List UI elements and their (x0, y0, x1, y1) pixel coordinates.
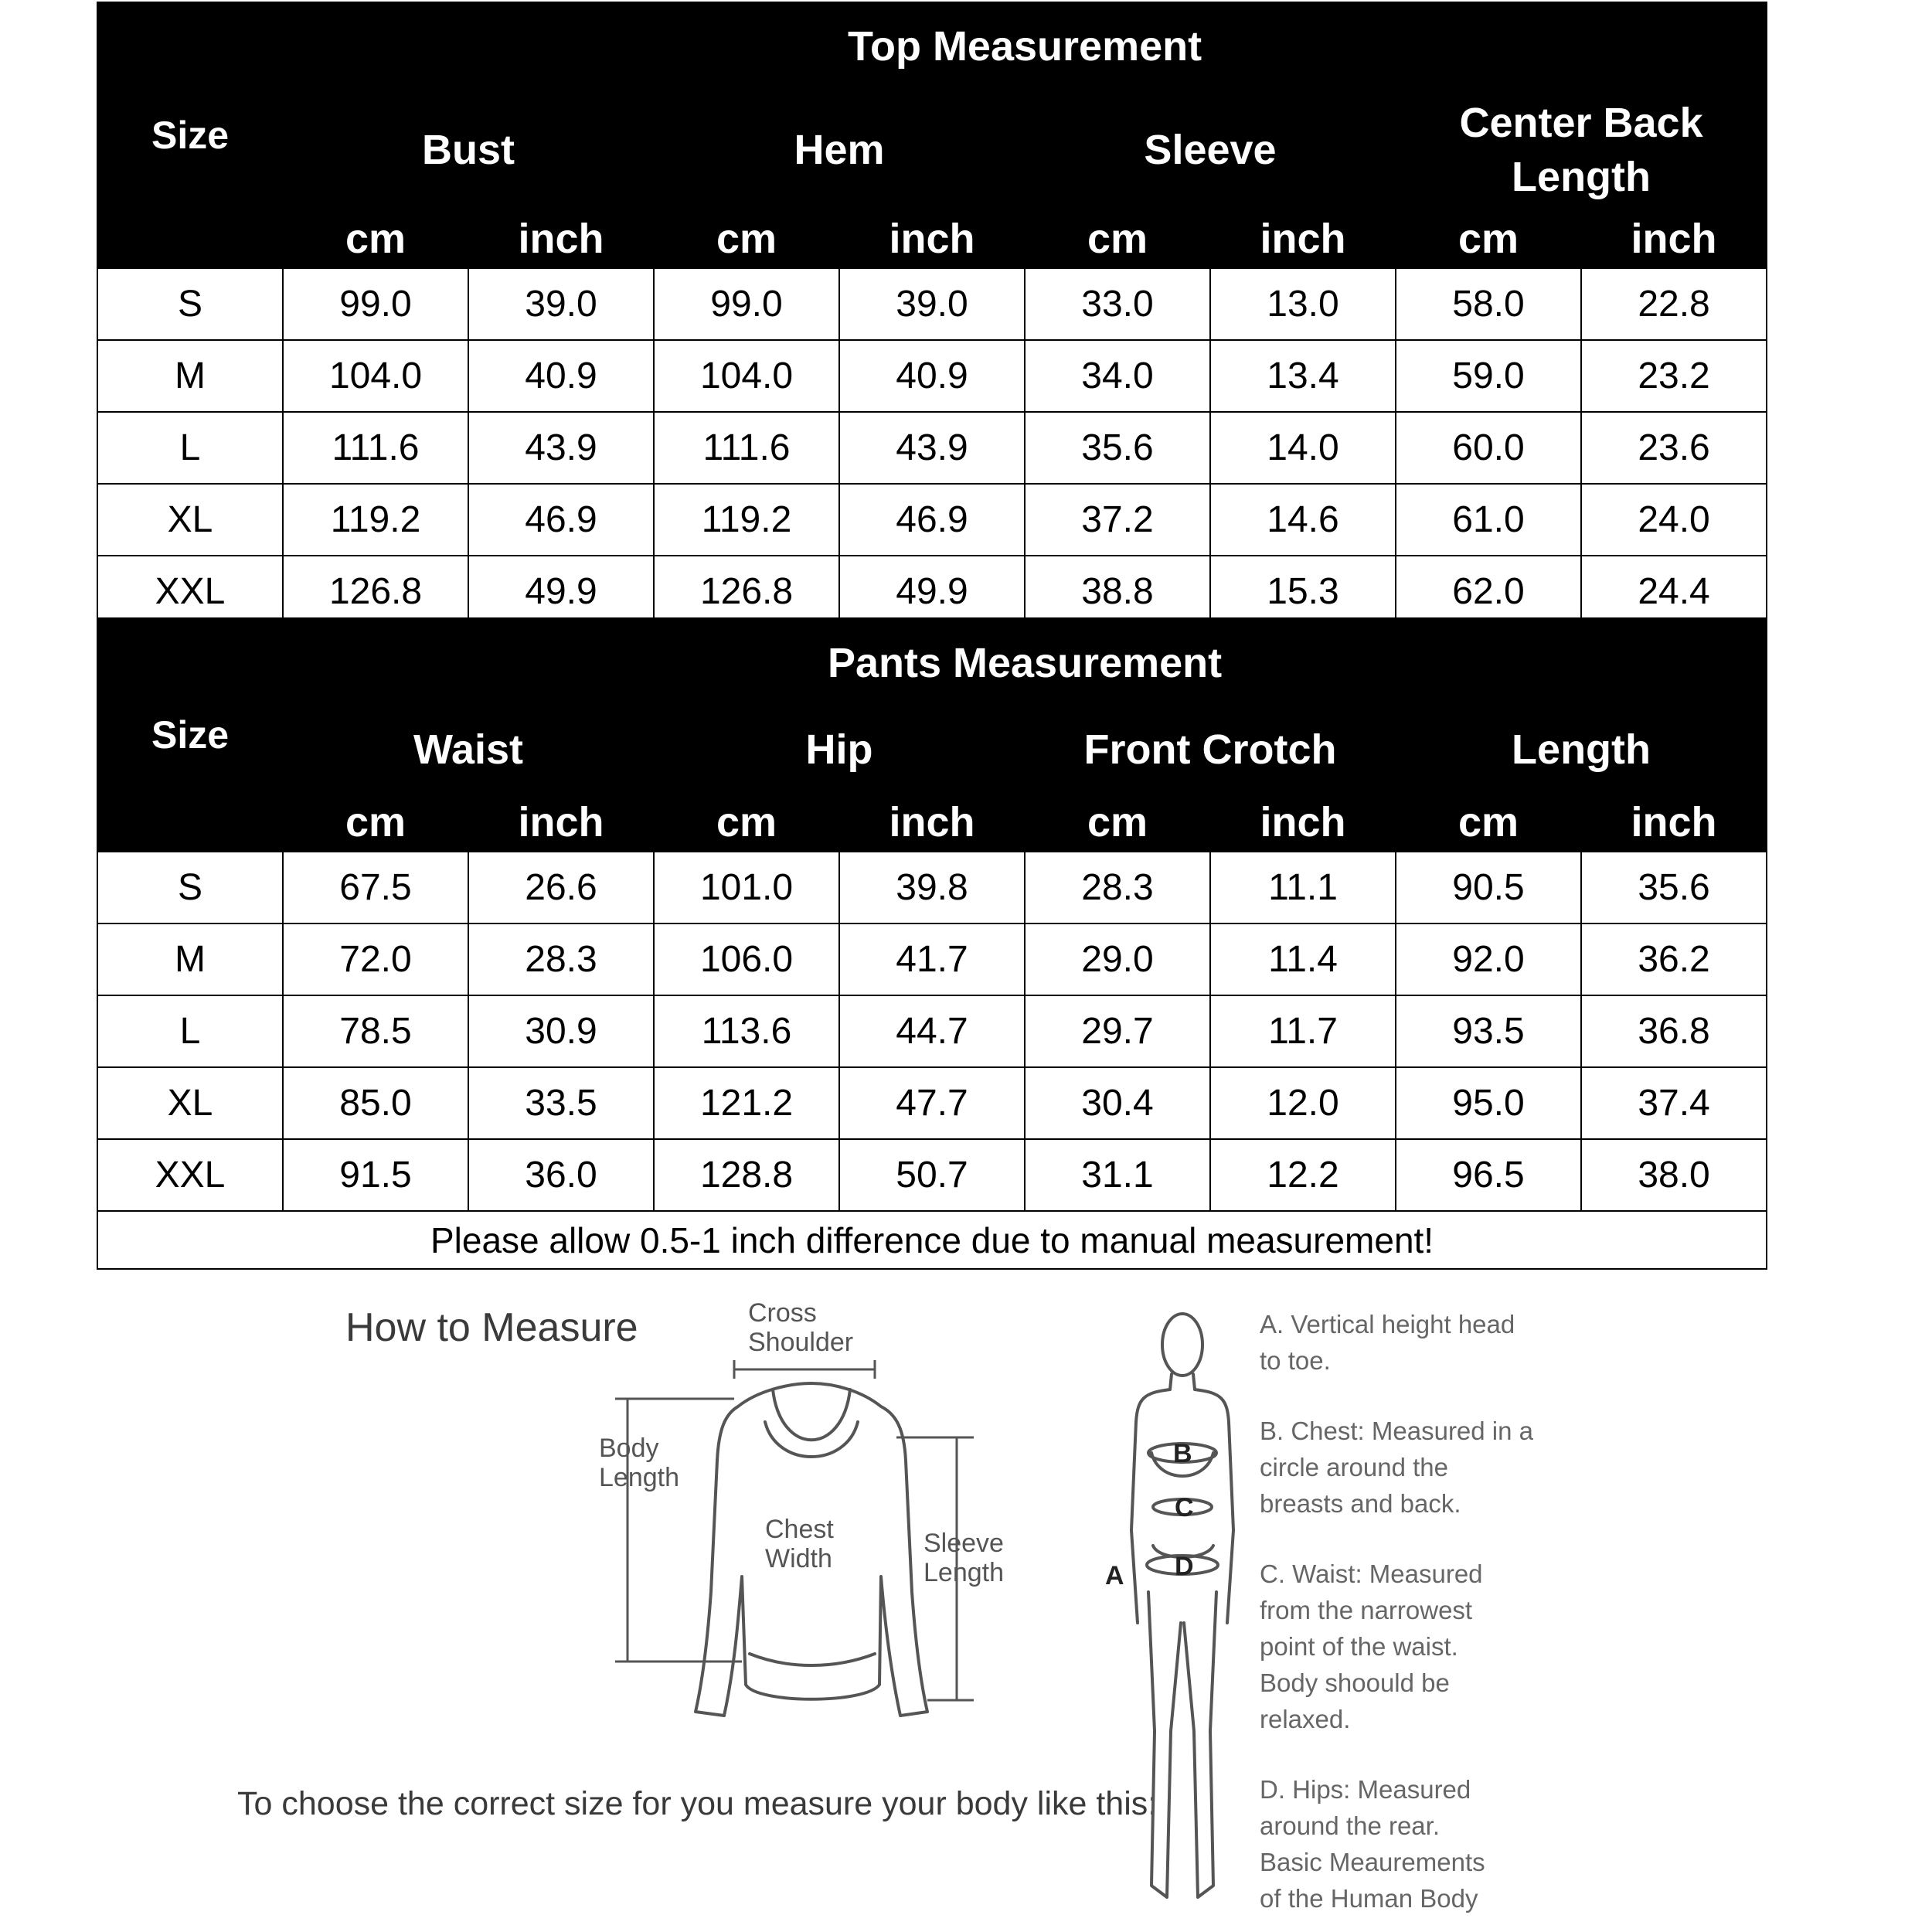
measurement-cell: 47.7 (839, 1067, 1025, 1139)
measurement-cell: 13.0 (1210, 268, 1396, 340)
body-mark-b: B (1173, 1439, 1192, 1468)
measurement-cell: 113.6 (654, 995, 839, 1067)
pants-measurement-table (97, 617, 1767, 1270)
measurement-cell: 29.0 (1025, 923, 1210, 995)
table-row (97, 852, 1767, 923)
instruction-text: To choose the correct size for you measure your body like this: (237, 1785, 1158, 1822)
measurement-cell: 111.6 (283, 412, 468, 484)
measurement-cell: 11.1 (1210, 852, 1396, 923)
table-row (97, 995, 1767, 1067)
column-group-header: Center Back Length (1396, 90, 1767, 209)
unit-header: inch (1210, 209, 1396, 268)
measurement-cell: 46.9 (468, 484, 654, 556)
measurement-cell: 35.6 (1581, 852, 1767, 923)
measurement-cell: 12.0 (1210, 1067, 1396, 1139)
measurement-cell: 111.6 (654, 412, 839, 484)
measurement-cell: 15.3 (1210, 556, 1396, 628)
measurement-cell: 104.0 (283, 340, 468, 412)
legend-item: A. Vertical height head to toe. (1260, 1310, 1515, 1375)
measurement-cell: 126.8 (654, 556, 839, 628)
measurement-cell: 37.2 (1025, 484, 1210, 556)
size-cell: L (97, 412, 283, 484)
measurement-cell: 119.2 (283, 484, 468, 556)
table-title: Pants Measurement (283, 618, 1767, 707)
size-cell: XL (97, 484, 283, 556)
unit-header: cm (1396, 209, 1581, 268)
measurement-cell: 93.5 (1396, 995, 1581, 1067)
unit-header: inch (1210, 792, 1396, 852)
unit-header: cm (283, 209, 468, 268)
shirt-hem (750, 1654, 875, 1665)
measurement-cell: 96.5 (1396, 1139, 1581, 1211)
size-cell: XXL (97, 1139, 283, 1211)
size-cell: L (97, 995, 283, 1067)
size-cell: XXL (97, 556, 283, 628)
measurement-cell: 41.7 (839, 923, 1025, 995)
measurement-cell: 29.7 (1025, 995, 1210, 1067)
measurement-note: Please allow 0.5-1 inch difference due to manual measurement! (97, 1211, 1767, 1269)
measurement-cell: 39.8 (839, 852, 1025, 923)
measurement-cell: 90.5 (1396, 852, 1581, 923)
measurement-cell: 36.8 (1581, 995, 1767, 1067)
measurement-cell: 26.6 (468, 852, 654, 923)
measurement-cell: 92.0 (1396, 923, 1581, 995)
table-row (97, 1139, 1767, 1211)
measurement-cell: 14.0 (1210, 412, 1396, 484)
cross-shoulder-label: Cross Shoulder (748, 1298, 854, 1357)
measurement-cell: 104.0 (654, 340, 839, 412)
measurement-cell: 22.8 (1581, 268, 1767, 340)
measurement-cell: 95.0 (1396, 1067, 1581, 1139)
table-row (97, 340, 1767, 412)
body-measure-illustration (1097, 1298, 1252, 1924)
shirt-neckline (773, 1389, 850, 1440)
measurement-cell: 121.2 (654, 1067, 839, 1139)
measurement-cell: 40.9 (468, 340, 654, 412)
top-measurement-table (97, 2, 1767, 628)
unit-header: inch (468, 209, 654, 268)
body-mark-a: A (1105, 1561, 1124, 1590)
column-group-header: Hem (654, 90, 1025, 209)
measurement-cell: 85.0 (283, 1067, 468, 1139)
size-cell: XL (97, 1067, 283, 1139)
column-group-header: Length (1396, 707, 1767, 792)
measurement-cell: 99.0 (283, 268, 468, 340)
measurement-cell: 72.0 (283, 923, 468, 995)
measurement-cell: 28.3 (1025, 852, 1210, 923)
size-header: Size (97, 2, 283, 268)
measurement-cell: 36.2 (1581, 923, 1767, 995)
measurement-cell: 78.5 (283, 995, 468, 1067)
table-row (97, 1067, 1767, 1139)
measurement-cell: 31.1 (1025, 1139, 1210, 1211)
measurement-cell: 101.0 (654, 852, 839, 923)
measure-legend (1260, 1306, 1584, 1917)
column-group-header: Hip (654, 707, 1025, 792)
size-cell: S (97, 268, 283, 340)
unit-header: cm (1025, 792, 1210, 852)
size-cell: M (97, 340, 283, 412)
sleeve-length-label: Sleeve Length (923, 1529, 1004, 1587)
unit-header: cm (283, 792, 468, 852)
body-mark-d: D (1175, 1552, 1194, 1581)
measurement-cell: 106.0 (654, 923, 839, 995)
measurement-cell: 33.5 (468, 1067, 654, 1139)
body-mark-c: C (1175, 1493, 1194, 1522)
column-group-header: Waist (283, 707, 654, 792)
measurement-cell: 12.2 (1210, 1139, 1396, 1211)
measurement-cell: 36.0 (468, 1139, 654, 1211)
measurement-cell: 33.0 (1025, 268, 1210, 340)
table-title: Top Measurement (283, 2, 1767, 90)
unit-header: cm (1396, 792, 1581, 852)
how-to-measure-title: How to Measure (345, 1305, 638, 1350)
top-table-body (97, 268, 1767, 628)
column-group-header: Sleeve (1025, 90, 1396, 209)
unit-header: inch (839, 792, 1025, 852)
unit-header: inch (839, 209, 1025, 268)
measurement-cell: 50.7 (839, 1139, 1025, 1211)
body-length-label: Body Length (599, 1434, 679, 1492)
measurement-cell: 67.5 (283, 852, 468, 923)
measurement-cell: 28.3 (468, 923, 654, 995)
table-row (97, 923, 1767, 995)
unit-header: inch (468, 792, 654, 852)
measurement-cell: 39.0 (839, 268, 1025, 340)
unit-header: inch (1581, 209, 1767, 268)
measurement-cell: 91.5 (283, 1139, 468, 1211)
unit-header: inch (1581, 792, 1767, 852)
unit-header: cm (654, 209, 839, 268)
measurement-cell: 39.0 (468, 268, 654, 340)
legend-item: C. Waist: Measured from the narrowest point of the waist. Body shoould be relaxed. (1260, 1560, 1483, 1733)
measurement-cell: 14.6 (1210, 484, 1396, 556)
measurement-cell: 43.9 (839, 412, 1025, 484)
measurement-cell: 43.9 (468, 412, 654, 484)
measurement-cell: 128.8 (654, 1139, 839, 1211)
measurement-cell: 23.6 (1581, 412, 1767, 484)
measurement-cell: 49.9 (839, 556, 1025, 628)
measurement-cell: 119.2 (654, 484, 839, 556)
body-head (1162, 1314, 1202, 1376)
chest-width-label: Chest Width (765, 1515, 834, 1573)
measurement-cell: 11.4 (1210, 923, 1396, 995)
measurement-cell: 59.0 (1396, 340, 1581, 412)
column-group-header: Front Crotch (1025, 707, 1396, 792)
measurement-cell: 23.2 (1581, 340, 1767, 412)
column-group-header: Bust (283, 90, 654, 209)
measurement-cell: 49.9 (468, 556, 654, 628)
measurement-cell: 61.0 (1396, 484, 1581, 556)
measurement-cell: 46.9 (839, 484, 1025, 556)
measurement-cell: 24.0 (1581, 484, 1767, 556)
measurement-cell: 58.0 (1396, 268, 1581, 340)
measurement-cell: 30.9 (468, 995, 654, 1067)
legend-item: B. Chest: Measured in a circle around the breasts and back. (1260, 1417, 1534, 1518)
measurement-cell: 30.4 (1025, 1067, 1210, 1139)
measurement-cell: 35.6 (1025, 412, 1210, 484)
size-cell: M (97, 923, 283, 995)
measurement-cell: 11.7 (1210, 995, 1396, 1067)
measurement-cell: 44.7 (839, 995, 1025, 1067)
measurement-cell: 38.8 (1025, 556, 1210, 628)
measurement-cell: 99.0 (654, 268, 839, 340)
measurement-cell: 62.0 (1396, 556, 1581, 628)
unit-header: cm (1025, 209, 1210, 268)
measurement-cell: 34.0 (1025, 340, 1210, 412)
pants-table-body (97, 852, 1767, 1211)
measurement-cell: 38.0 (1581, 1139, 1767, 1211)
size-cell: S (97, 852, 283, 923)
measurement-cell: 24.4 (1581, 556, 1767, 628)
table-row (97, 268, 1767, 340)
unit-header: cm (654, 792, 839, 852)
measurement-cell: 60.0 (1396, 412, 1581, 484)
legend-item: D. Hips: Measured around the rear. Basic Meaurements of the Human Body (1260, 1775, 1485, 1913)
measurement-cell: 126.8 (283, 556, 468, 628)
measurement-cell: 13.4 (1210, 340, 1396, 412)
measurement-cell: 40.9 (839, 340, 1025, 412)
measurement-cell: 37.4 (1581, 1067, 1767, 1139)
table-row (97, 484, 1767, 556)
table-row (97, 412, 1767, 484)
size-header: Size (97, 618, 283, 852)
